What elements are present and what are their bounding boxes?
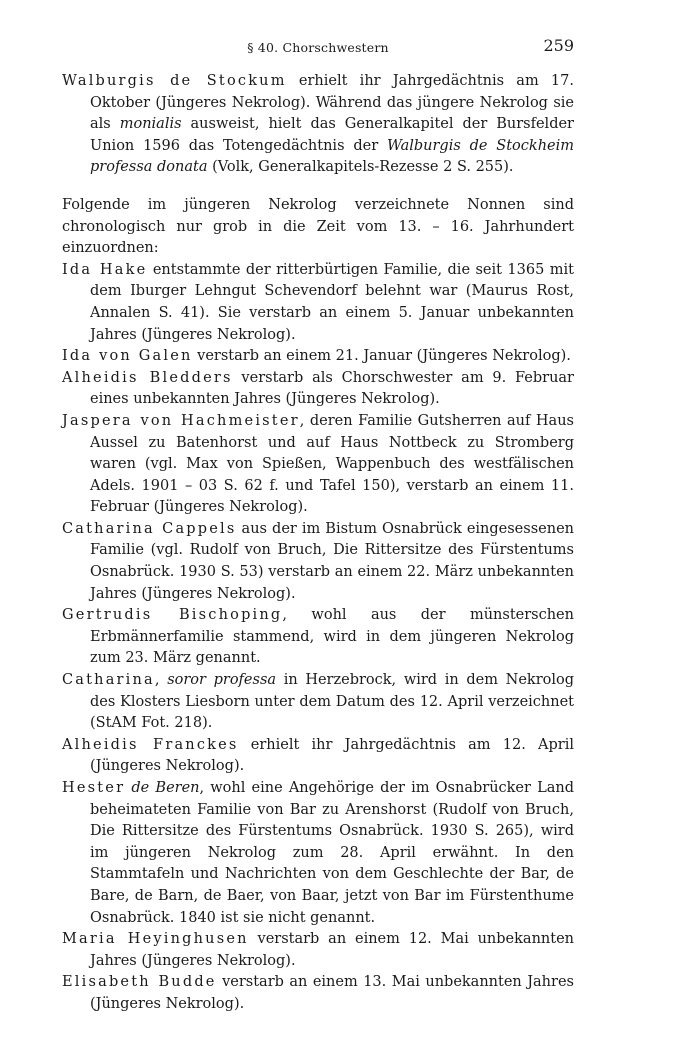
entry-name: Alheidis Franckes [62,736,239,753]
entry-text: erhielt ihr Jahrgedächtnis am 17. Oktober (Jüngeres Nekrolog). Während das jüngere Nekrolog sie als [90,73,574,133]
nekrolog-entry [62,972,574,1015]
page-number: 259 [543,36,574,55]
nekrolog-entry [62,778,574,929]
entry-name: Jaspera von Hachmeister [62,412,300,429]
entry-text: in Herzebrock, wird in dem Nekrolog des Klosters Liesborn unter dem Datum des 12. April verzeichnet (StAM Fot. 218). [90,672,575,732]
entry-text: erhielt ihr Jahrgedächtnis am 12. April (Jüngeres Nekrolog). [90,736,574,775]
entry-text: verstarb an einem 12. Mai unbekannten Jahres (Jüngeres Nekrolog). [90,931,574,969]
entry-list-top [62,71,574,179]
entry-text: entstammte der ritterbürtigen Familie, die seit 1365 mit dem Iburger Lehngut Schevendorf belehnt war (Maurus Rost, Annalen S. 41). Sie verstarb an einem 5. Januar unbekannten Jahres (Jüngeres Nekrolog). [90,261,574,343]
entry-name: Ida Hake [62,261,148,278]
nekrolog-entry [62,929,574,972]
running-head: § 40. Chorschwestern [247,40,389,55]
entry-name: Alheidis Bledders [62,369,233,386]
nekrolog-entry [62,260,574,346]
entry-text: (Volk, Generalkapitels-Rezesse 2 S. 255). [207,159,514,176]
entry-italic-text: Walburgis de Stockheim professa donata [90,137,575,176]
entry-name: Walburgis de Stockum [62,73,287,89]
nekrolog-entry [62,605,574,670]
page-header [62,36,574,60]
entry-text: , wohl eine Angehörige der im Osnabrücker Land beheimateten Familie von Bar zu Arenshorst (Rudolf von Bruch, Die Rittersitze des Fürstentums Osnabrück. 1930 S. 265), wird im jüngeren Nekrolog zum 28. April erwähnt. In den Stammtafeln und Nachrichten von dem Geschlechte der Bar, de Bare, de Barn, de Baer, von Baar, jetzt von Bar im Fürstenthume Osnabrück. 1840 ist sie nicht genannt. [90,780,575,926]
entry-name: Catharina Cappels [62,520,237,537]
page-body [62,71,574,1016]
entry-text: ausweist, hielt das Generalkapitel der Bursfelder Union 1596 das Totengedächtnis der [90,116,574,154]
entry-name: Hester [62,780,126,796]
entry-name: Gertrudis Bischoping [62,607,283,624]
entry-text: , [154,672,168,689]
entry-name: Catharina [62,672,155,689]
nekrolog-entry [62,670,574,735]
nekrolog-entry [62,519,574,605]
entry-italic-text: de Beren [131,780,200,796]
entry-text: verstarb als Chorschwester am 9. Februar eines unbekannten Jahres (Jüngeres Nekrolog). [90,369,574,408]
entry-text: verstarb an einem 13. Mai unbekannten Jahres (Jüngeres Nekrolog). [90,974,574,1012]
intro-paragraph: Folgende im jüngeren Nekrolog verzeichnete Nonnen sind chronologisch nur grob in die Zeit vom 13. – 16. Jahrhundert einzuordnen: [62,196,574,257]
nekrolog-entry [62,368,574,411]
entry-text: verstarb an einem 21. Januar (Jüngeres Nekrolog). [192,348,571,365]
nekrolog-entry [62,735,574,778]
entry-italic-text: soror professa [167,672,277,689]
nekrolog-entry [62,411,574,519]
entry-text: , deren Familie Gutsherren auf Haus Aussel zu Batenhorst und auf Haus Nottbeck zu Stromberg waren (vgl. Max von Spießen, Wappenbuch des westfälischen Adels. 1901 – 03 S. 62 f. und Tafel 150), verstarb an einem 11. Februar (Jüngeres Nekrolog). [90,412,574,516]
entry-italic-text: monialis [119,116,182,133]
entry-list [62,260,574,1016]
entry-name: Maria Heyinghusen [62,931,249,948]
entry-text: aus der im Bistum Osnabrück eingesessenen Familie (vgl. Rudolf von Bruch, Die Rittersitze des Fürstentums Osnabrück. 1930 S. 53) verstarb an einem 22. März unbekannten Jahres (Jüngeres Nekrolog). [90,520,574,602]
nekrolog-entry [62,346,574,368]
entry-name: Elisabeth Budde [62,974,217,991]
nekrolog-entry [62,71,574,179]
entry-text: , wohl aus der münsterschen Erbmännerfamilie stammend, wird in dem jüngeren Nekrolog zum 23. März genannt. [90,607,574,667]
entry-name: Ida von Galen [62,348,193,365]
